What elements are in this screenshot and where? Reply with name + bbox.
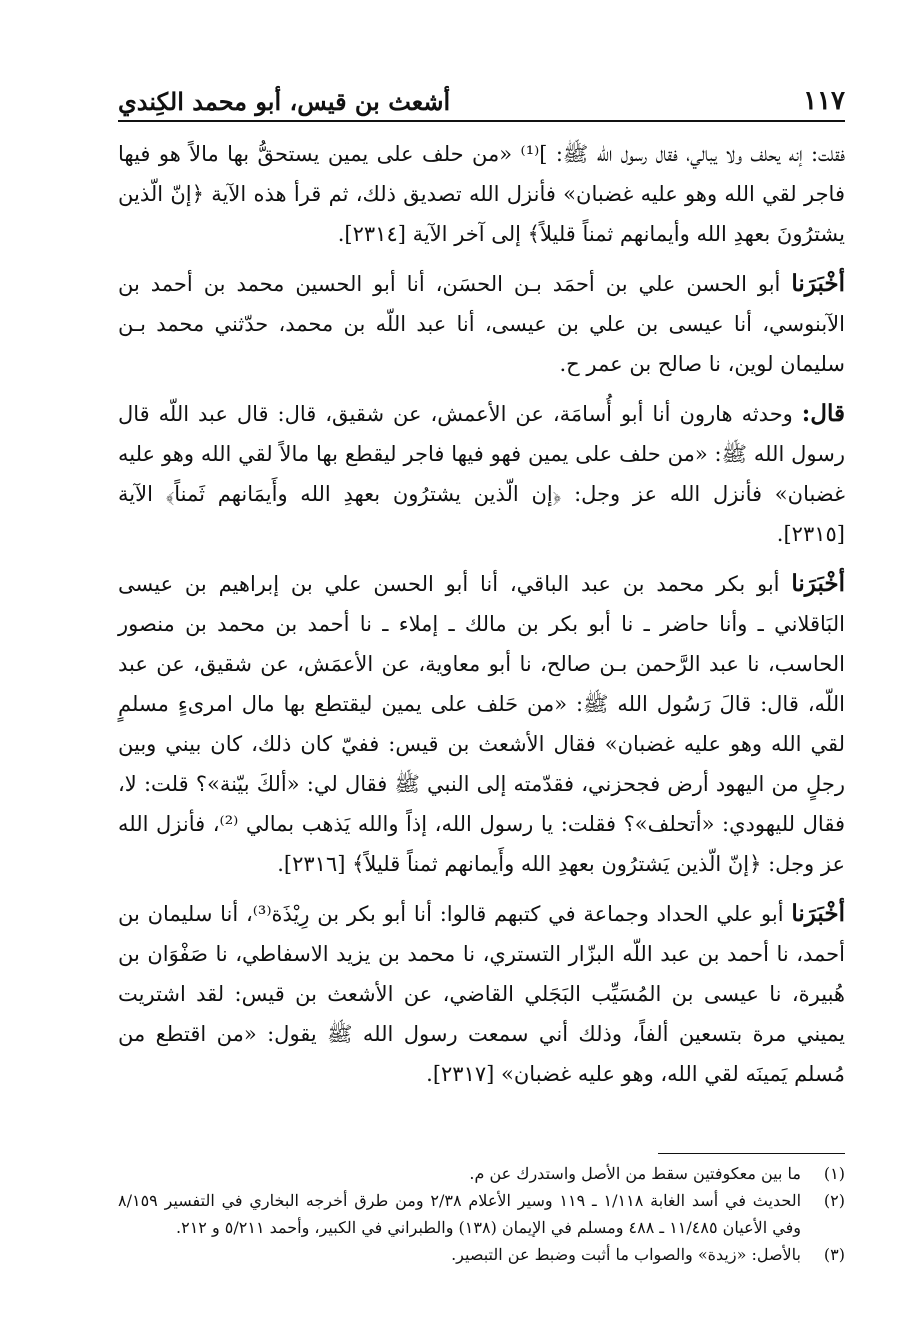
paragraph-head: قال: [801, 400, 845, 427]
footnote-1 [118, 1160, 845, 1187]
header-title: أشعث بن قيس، أبو محمد الكِندي [118, 87, 451, 116]
paragraph-text: أبو الحسن علي بن أحمَد بـن الحسَن، أنا أبو الحسين محمد بن أحمد بن الآبنوسي، أنا عيسى بن علي بن عيسى، أنا عبد اللّه بن محمد، حدّثني محمد بـن سليمان لوين، نا صالح بن عمر ح. [118, 272, 845, 376]
paragraph-head: أخْبَرَنا [791, 900, 845, 927]
paragraph-text: أبو بكر محمد بن عبد الباقي، أنا أبو الحسن علي بن إبراهيم بن عيسى البَاقلاني ـ وأنا حاضر ـ نا أبو بكر بن مالك ـ إملاء ـ نا أحمد بن محمد بن منصور الحاسب، نا عبد الرَّحمن بـن صالح، نا أبو معاوية، عن الأعمَش، عن شقيق، عن عبد اللّه، قال: قالَ رَسُول الله ﷺ: «من حَلف على يمين ليقتطع بها مال امرىءٍ مسلمٍ لقي الله وهو عليه غضبان» فقال الأشعث بن قيس: ففيّ كان ذلك، كان بيني وبين رجلٍ من اليهود أرض فجحزني، فقدّمته إلى النبي ﷺ فقال لي: «ألكَ بيّنة»؟ قلت: لا، فقال لليهودي: «أتحلف»؟ فقلت: يا رسول الله، إذاً والله يَذهب بمالي ⁽²⁾، فأنزل الله عز وجل: ﴿إنّ الّذين يَشترُون بعهدِ الله وأَيمانهم ثمناً قليلاً﴾ [٢٣١٦]. [118, 572, 845, 876]
paragraph-text: فقلت: إنه يحلف ولا يبالي، فقال رسول الله ﷺ: ]⁽¹⁾ «من حلف على يمين يستحقُّ بها مالاً هو فيها فاجر لقي الله وهو عليه غضبان» فأنزل الله تصديق ذلك، ثم قرأ هذه الآية ﴿إنّ الّذين يشترُونَ بعهدِ الله وأيمانهم ثمناً قليلاً﴾ إلى آخر الآية [٢٣١٤]. [118, 142, 845, 246]
page-number: ١١٧ [803, 86, 845, 116]
footnotes [118, 1160, 845, 1268]
paragraph-text: وحدثه هارون أنا أبو أُسامَة، عن الأعمش، عن شقيق، قال: قال عبد اللّه قال رسول الله ﷺ: «من حلف على يمين فهو فيها فاجر ليقطع بها مالاً لقي الله وهو عليه غضبان» فأنزل الله عز وجل: ﴿إن الّذين يشترُون بعهدِ الله وأَيمَانهم ثَمناً﴾ الآية [٢٣١٥]. [118, 402, 845, 546]
paragraph-4 [118, 564, 845, 884]
footnote-3 [118, 1241, 845, 1268]
footnote-text: بالأصل: «زيدة» والصواب ما أثبت وضبط عن التبصير. [451, 1245, 801, 1264]
paragraph-1 [118, 134, 845, 254]
paragraph-3 [118, 394, 845, 554]
footnote-2 [118, 1187, 845, 1241]
paragraph-5 [118, 894, 845, 1094]
main-text [118, 134, 845, 1104]
paragraph-text: أبو علي الحداد وجماعة في كتبهم قالوا: أنا أبو بكر بن رِيْذَة⁽³⁾، أنا سليمان بن أحمد، نا أحمد بن عبد اللّه البزّار التستري، نا محمد بن يزيد الاسفاطي، نا صَفْوَان بن هُبيرة، نا عيسى بن المُسَيِّب البَجَلي القاضي، عن الأشعث بن قيس: لقد اشتريت يميني مرة بتسعين ألفاً، وذلك أني سمعت رسول الله ﷺ يقول: «من اقتطع من مُسلم يَمينَه لقي الله، وهو عليه غضبان» [٢٣١٧]. [118, 902, 845, 1086]
footnote-text: الحديث في أسد الغابة ١/١١٨ ـ ١١٩ وسير الأعلام ٢/٣٨ ومن طرق أخرجه البخاري في التفسير ٨/١٥٩ وفي الأعيان ١١/٤٨٥ ـ ٤٨٨ ومسلم في الإيمان (١٣٨) والطبراني في الكبير، وأحمد ٥/٢١١ و ٢١٢. [118, 1191, 802, 1237]
paragraph-head: أخْبَرَنا [791, 570, 845, 597]
running-header [118, 74, 845, 116]
footnote-text: ما بين معكوفتين سقط من الأصل واستدرك عن م. [469, 1164, 801, 1183]
header-rule [118, 120, 845, 122]
paragraph-head: أخْبَرَنا [791, 270, 845, 297]
paragraph-2 [118, 264, 845, 384]
footnote-rule [658, 1153, 845, 1154]
footnote-number: (٢) [823, 1191, 845, 1210]
footnote-number: (١) [823, 1164, 845, 1183]
footnote-number: (٣) [823, 1245, 845, 1264]
